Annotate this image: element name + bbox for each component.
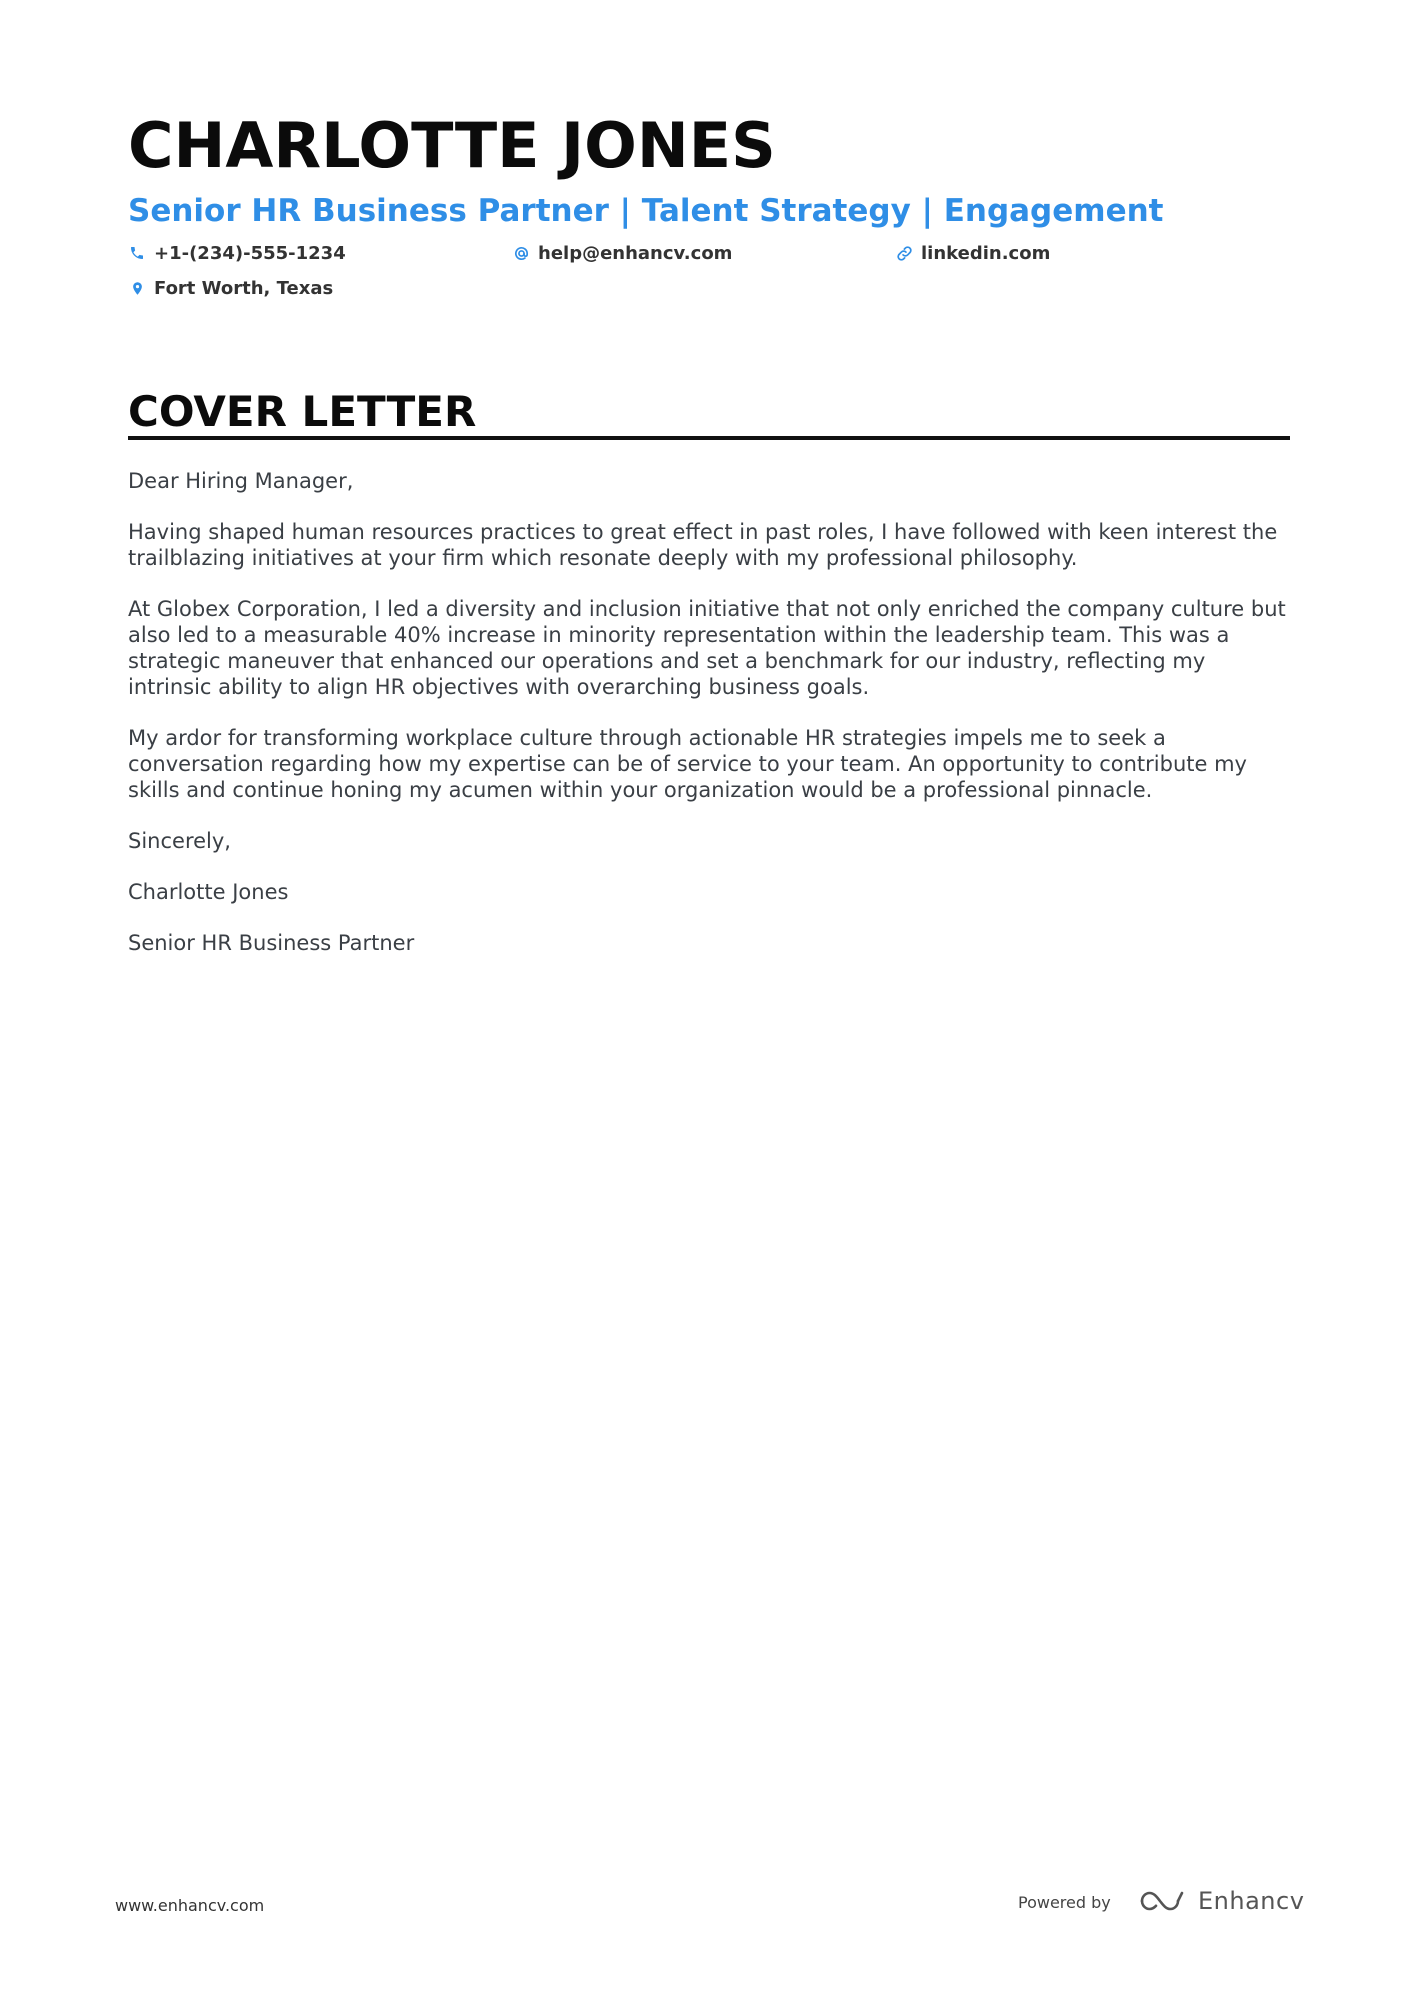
letter-paragraph-1: Having shaped human resources practices to great effect in past roles, I have followed with keen interest the trailblazing initiatives at your firm which resonate deeply with my professional philosophy. [128,520,1278,570]
applicant-headline: Senior HR Business Partner | Talent Strategy | Engagement [128,193,1164,229]
map-pin-icon [128,279,146,297]
enhancv-logo[interactable] [1138,1884,1304,1918]
email-text[interactable]: help@enhancv.com [538,242,733,264]
letter-paragraph-3: My ardor for transforming workplace culture through actionable HR strategies impels me to seek a conversation regarding how my expertise can be of service to your team. An opportunity to contribute my skills and continue honing my acumen within your organization would be a professional pinnacle. [128,726,1247,802]
contact-location [128,275,333,301]
enhancv-logo-text: Enhancv [1198,1887,1305,1915]
signature-name: Charlotte Jones [128,880,289,904]
contact-link[interactable] [895,240,1050,266]
signature-title: Senior HR Business Partner [128,931,415,955]
contact-phone [128,240,346,266]
section-divider [128,436,1290,440]
letter-paragraph-2: At Globex Corporation, I led a diversity and inclusion initiative that not only enriched the company culture but also led to a measurable 40% increase in minority representation within the leadership team. This was a strategic maneuver that enhanced our operations and set a benchmark for our industry, reflecting my intrinsic ability to align HR objectives with overarching business goals. [128,597,1286,699]
applicant-name: CHARLOTTE JONES [128,109,776,182]
enhancv-logo-icon [1138,1888,1186,1914]
letter-closing: Sincerely, [128,829,231,853]
letter-greeting: Dear Hiring Manager, [128,469,354,493]
at-icon [512,244,530,262]
section-title: COVER LETTER [128,387,477,436]
powered-by-label: Powered by [1018,1893,1111,1912]
footer-website[interactable]: www.enhancv.com [115,1896,265,1915]
contact-email[interactable] [512,240,732,266]
letter-body [128,468,1290,981]
phone-text: +1-(234)-555-1234 [154,242,346,264]
phone-icon [128,244,146,262]
link-text[interactable]: linkedin.com [921,242,1051,264]
link-icon [895,244,913,262]
location-text: Fort Worth, Texas [154,277,334,299]
